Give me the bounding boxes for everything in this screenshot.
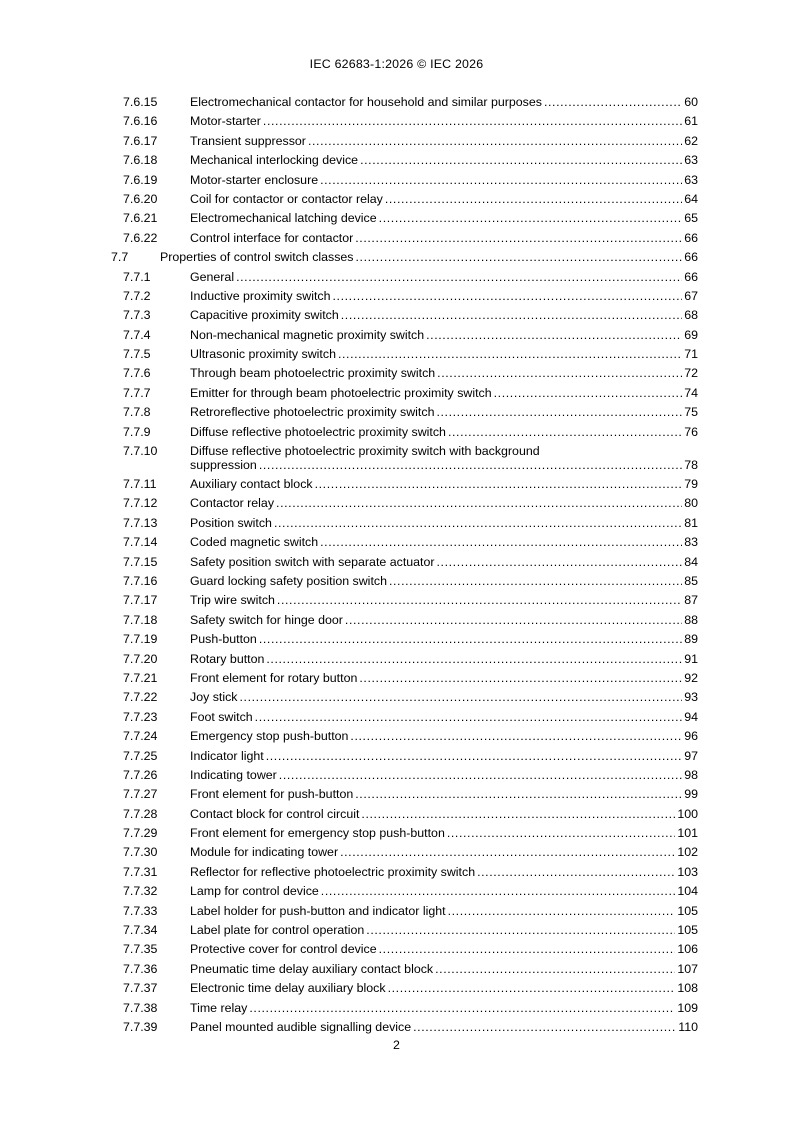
toc-entry[interactable]	[111, 132, 698, 151]
dot-leader	[448, 902, 676, 921]
dot-leader	[389, 572, 682, 591]
toc-entry[interactable]	[111, 843, 698, 862]
toc-entry-title: Through beam photoelectric proximity switch	[190, 366, 436, 381]
toc-entry-number: 7.7.2	[123, 288, 151, 303]
toc-entry-page: 76	[684, 424, 698, 439]
dot-leader	[448, 423, 682, 442]
toc-entry-title: Electronic time delay auxiliary block	[190, 981, 386, 996]
dot-leader	[259, 630, 682, 649]
dot-leader	[315, 475, 683, 494]
toc-entry-title: Safety switch for hinge door	[190, 612, 343, 627]
toc-entry-page: 94	[684, 709, 698, 724]
toc-entry-number: 7.7.10	[123, 444, 158, 459]
toc-entry-number: 7.7.35	[123, 942, 158, 957]
toc-entry-title: Front element for emergency stop push-button	[190, 826, 445, 841]
toc-entry-page: 96	[684, 729, 698, 744]
toc-entry-title: Front element for rotary button	[190, 670, 358, 685]
toc-entry-number: 7.6.22	[123, 230, 158, 245]
toc-entry-page: 99	[684, 787, 698, 802]
toc-entry-number: 7.7.25	[123, 748, 158, 763]
dot-leader	[249, 999, 675, 1018]
toc-entry-page: 100	[677, 806, 698, 821]
toc-entry[interactable]	[111, 669, 698, 688]
toc-entry[interactable]	[111, 1018, 698, 1037]
toc-entry-title: Diffuse reflective photoelectric proximity switch	[190, 424, 446, 439]
toc-entry-title: General	[190, 269, 235, 284]
toc-entry[interactable]	[111, 960, 698, 979]
toc-entry-page: 108	[677, 981, 698, 996]
toc-entry-page: 69	[684, 327, 698, 342]
toc-entry-title: Pneumatic time delay auxiliary contact block	[190, 961, 434, 976]
toc-entry-number: 7.6.16	[123, 114, 158, 129]
toc-entry-number: 7.7.16	[123, 573, 158, 588]
toc-entry-page: 106	[677, 942, 698, 957]
toc-entry-page: 98	[684, 767, 698, 782]
toc-entry-number: 7.7.5	[123, 347, 151, 362]
dot-leader	[355, 229, 682, 248]
toc-entry-page: 105	[677, 903, 698, 918]
toc-entry-page: 79	[684, 477, 698, 492]
toc-entry-number: 7.7.7	[123, 385, 151, 400]
toc-entry-page: 107	[677, 961, 698, 976]
toc-entry-title: Control interface for contactor	[190, 230, 354, 245]
toc-entry-number: 7.6.18	[123, 153, 158, 168]
dot-leader	[255, 708, 683, 727]
toc-entry-title: Non-mechanical magnetic proximity switch	[190, 327, 425, 342]
toc-entry-title: Indicating tower	[190, 767, 277, 782]
toc-entry[interactable]	[111, 268, 698, 287]
dot-leader	[345, 611, 682, 630]
dot-leader	[279, 766, 682, 785]
dot-leader	[308, 132, 682, 151]
toc-entry[interactable]	[111, 611, 698, 630]
toc-entry-number: 7.7.20	[123, 651, 158, 666]
toc-entry-title: Label holder for push-button and indicator light	[190, 903, 446, 918]
toc-entry-page: 105	[677, 923, 698, 938]
toc-entry[interactable]	[111, 494, 698, 513]
toc-entry-page: 91	[684, 651, 698, 666]
toc-entry-page: 81	[684, 515, 698, 530]
dot-leader	[544, 93, 682, 112]
toc-entry-title: Mechanical interlocking device	[190, 153, 359, 168]
toc-entry-number: 7.7.30	[123, 845, 158, 860]
dot-leader	[388, 979, 676, 998]
dot-leader	[436, 403, 682, 422]
toc-entry[interactable]	[111, 151, 698, 170]
toc-entry-title: Coded magnetic switch	[190, 535, 319, 550]
toc-entry-number: 7.7.3	[123, 308, 151, 323]
dot-leader	[236, 268, 682, 287]
toc-entry-number: 7.7	[111, 250, 129, 265]
toc-entry-number: 7.7.9	[123, 424, 151, 439]
dot-leader	[494, 384, 683, 403]
toc-entry-number: 7.6.15	[123, 95, 158, 109]
toc-entry-number: 7.7.4	[123, 327, 151, 342]
toc-entry-title: Emergency stop push-button	[190, 729, 349, 744]
toc-entry-page: 72	[684, 366, 698, 381]
dot-leader	[263, 112, 682, 131]
toc-entry-title: Guard locking safety position switch	[190, 573, 387, 588]
toc-entry[interactable]	[111, 979, 698, 998]
toc-entry-page: 78	[684, 458, 698, 473]
toc-entry-page: 66	[684, 250, 698, 265]
toc-entry-title: Contactor relay	[190, 496, 275, 511]
toc-entry-page: 103	[677, 864, 698, 879]
dot-leader	[379, 209, 683, 228]
toc-entry-title: Retroreflective photoelectric proximity switch	[190, 405, 435, 420]
dot-leader	[426, 326, 682, 345]
toc-entry-title: Position switch	[190, 515, 272, 530]
dot-leader	[447, 824, 675, 843]
dot-leader	[356, 248, 683, 267]
toc-entry-number: 7.7.1	[123, 269, 151, 284]
toc-entry[interactable]	[111, 423, 698, 442]
toc-entry-number: 7.7.23	[123, 709, 158, 724]
toc-entry-page: 92	[684, 670, 698, 685]
toc-entry-page: 66	[684, 230, 698, 245]
toc-entry[interactable]	[111, 553, 698, 572]
toc-entry-number: 7.7.21	[123, 670, 158, 685]
toc-entry-title: Ultrasonic proximity switch	[190, 347, 336, 362]
toc-entry-title: Rotary button	[190, 651, 265, 666]
toc-entry-number: 7.7.13	[123, 515, 158, 530]
toc-entry-page: 93	[684, 690, 698, 705]
toc-entry-page: 102	[677, 845, 698, 860]
toc-entry-number: 7.7.32	[123, 884, 158, 899]
toc-entry-page: 71	[684, 347, 698, 362]
toc-entry-number: 7.7.18	[123, 612, 158, 627]
toc-entry-number: 7.7.38	[123, 1000, 158, 1015]
toc-entry-number: 7.7.33	[123, 903, 158, 918]
toc-entry-number: 7.7.36	[123, 961, 158, 976]
toc-entry[interactable]	[111, 591, 698, 610]
dot-leader	[359, 669, 682, 688]
dot-leader	[320, 171, 682, 190]
toc-entry[interactable]	[111, 999, 698, 1018]
page-header: IEC 62683-1:2026 © IEC 2026	[309, 57, 484, 71]
dot-leader	[355, 785, 682, 804]
toc-entry-title: Safety position switch with separate actuator	[190, 554, 435, 569]
dot-leader	[274, 514, 682, 533]
toc-entry-title: Coil for contactor or contactor relay	[190, 191, 383, 206]
toc-entry[interactable]	[111, 364, 698, 383]
toc-entry[interactable]	[111, 533, 698, 552]
dot-leader	[321, 882, 676, 901]
page-number: 2	[393, 1038, 400, 1052]
toc-entry[interactable]	[111, 209, 698, 228]
toc-entry[interactable]	[111, 708, 698, 727]
toc-entry-page: 62	[684, 133, 698, 148]
toc-entry-number: 7.7.28	[123, 806, 158, 821]
dot-leader	[240, 688, 683, 707]
toc-entry[interactable]	[111, 688, 698, 707]
dot-leader	[361, 805, 675, 824]
toc-entry[interactable]	[111, 902, 698, 921]
toc-entry[interactable]	[111, 921, 698, 940]
dot-leader	[366, 921, 675, 940]
toc-entry-number: 7.7.37	[123, 981, 158, 996]
toc-entry-page: 80	[684, 496, 698, 511]
toc-entry-title: Emitter for through beam photoelectric proximity switch	[190, 385, 492, 400]
toc-entry-title: Module for indicating tower	[190, 845, 339, 860]
toc-entry-page: 64	[684, 191, 698, 206]
toc-entry-page: 85	[684, 573, 698, 588]
dot-leader	[435, 960, 675, 979]
toc-entry-title: Label plate for control operation	[190, 923, 365, 938]
toc-entry-title: Push-button	[190, 632, 257, 647]
toc-entry-title: Auxiliary contact block	[190, 477, 313, 492]
toc-entry-page: 74	[684, 385, 698, 400]
toc-entry-number: 7.7.8	[123, 405, 151, 420]
toc-entry-number: 7.7.29	[123, 826, 158, 841]
dot-leader	[338, 345, 682, 364]
toc-entry-number: 7.7.26	[123, 767, 158, 782]
toc-entry[interactable]	[111, 93, 698, 112]
toc-entry-title: Lamp for control device	[190, 884, 319, 899]
toc-section-entry[interactable]	[111, 248, 698, 267]
toc-entry[interactable]	[111, 940, 698, 959]
toc-entry-number: 7.7.34	[123, 923, 158, 938]
toc-entry-title: Contact block for control circuit	[190, 806, 360, 821]
toc-entry-title: Joy stick	[190, 690, 238, 705]
toc-entry-page: 97	[684, 748, 698, 763]
toc-entry-number: 7.7.24	[123, 729, 158, 744]
dot-leader	[332, 287, 682, 306]
toc-entry-number: 7.6.19	[123, 172, 158, 187]
dot-leader	[477, 863, 675, 882]
toc-entry-number: 7.7.15	[123, 554, 158, 569]
toc-entry-number: 7.6.20	[123, 191, 158, 206]
toc-entry-page: 65	[684, 211, 698, 226]
toc-entry-page: 109	[677, 1000, 698, 1015]
dot-leader	[259, 458, 682, 473]
toc-entry-number: 7.7.31	[123, 864, 158, 879]
toc-entry-title: Foot switch	[190, 709, 253, 724]
dot-leader	[413, 1018, 676, 1037]
toc-entry-title: Transient suppressor	[190, 133, 306, 148]
toc-entry-title: Motor-starter enclosure	[190, 172, 319, 187]
toc-entry[interactable]	[111, 824, 698, 843]
dot-leader	[379, 940, 676, 959]
dot-leader	[341, 306, 682, 325]
toc-entry[interactable]	[111, 190, 698, 209]
toc-entry-page: 104	[677, 884, 698, 899]
toc-entry[interactable]	[111, 514, 698, 533]
dot-leader	[350, 727, 682, 746]
toc-entry-title: Front element for push-button	[190, 787, 354, 802]
toc-entry[interactable]	[111, 785, 698, 804]
toc-entry[interactable]	[111, 766, 698, 785]
toc-entry[interactable]	[111, 403, 698, 422]
toc-entry-title-line1: Diffuse reflective photoelectric proximity switch with background	[190, 444, 540, 459]
toc-entry-title: Reflector for reflective photoelectric proximity switch	[190, 864, 476, 879]
toc-entry-page: 66	[684, 269, 698, 284]
toc-entry-title: Capacitive proximity switch	[190, 308, 339, 323]
dot-leader	[437, 553, 683, 572]
toc-entry-page: 68	[684, 308, 698, 323]
toc-entry-page: 84	[684, 554, 698, 569]
toc-entry[interactable]	[111, 326, 698, 345]
toc-entry[interactable]	[111, 475, 698, 494]
toc-entry-page: 60	[684, 95, 698, 109]
toc-entry-title: Indicator light	[190, 748, 264, 763]
toc-entry-title: Inductive proximity switch	[190, 288, 331, 303]
dot-leader	[385, 190, 682, 209]
toc-entry-page: 87	[684, 593, 698, 608]
toc-entry[interactable]	[111, 747, 698, 766]
toc-entry-number: 7.7.19	[123, 632, 158, 647]
toc-entry-title: suppression	[190, 458, 257, 473]
toc-entry[interactable]	[111, 727, 698, 746]
dot-leader	[277, 591, 682, 610]
toc-entry[interactable]	[111, 572, 698, 591]
toc-entry-number: 7.7.39	[123, 1019, 158, 1034]
toc-entry[interactable]	[111, 229, 698, 248]
toc-entry-title: Trip wire switch	[190, 593, 275, 608]
dot-leader	[320, 533, 682, 552]
dot-leader	[340, 843, 675, 862]
toc-entry[interactable]	[111, 306, 698, 325]
toc-entry-number: 7.7.11	[123, 477, 157, 492]
toc-entry-title: Motor-starter	[190, 114, 261, 129]
toc-entry-title: Panel mounted audible signalling device	[190, 1019, 412, 1034]
dot-leader	[276, 494, 682, 513]
toc-entry-page: 61	[684, 114, 698, 129]
dot-leader	[437, 364, 682, 383]
toc-entry-number: 7.6.21	[123, 211, 158, 226]
toc-entry[interactable]	[111, 384, 698, 403]
toc-entry-page: 67	[684, 288, 698, 303]
toc-entry[interactable]	[111, 171, 698, 190]
toc-entry-number: 7.7.27	[123, 787, 158, 802]
toc-entry-page: 110	[678, 1019, 698, 1034]
toc-entry[interactable]	[111, 112, 698, 131]
toc-entry-title: Electromechanical latching device	[190, 211, 377, 226]
toc-entry[interactable]	[111, 650, 698, 669]
dot-leader	[360, 151, 682, 170]
toc-entry-number: 7.7.17	[123, 593, 158, 608]
toc-entry-page: 89	[684, 632, 698, 647]
toc-entry-title: Electromechanical contactor for household and similar purposes	[190, 95, 542, 109]
toc-entry-title: Time relay	[190, 1000, 248, 1015]
toc-entry[interactable]	[111, 345, 698, 364]
toc-entry-number: 7.7.14	[123, 535, 158, 550]
toc-entry-title: Properties of control switch classes	[160, 250, 354, 265]
toc-entry-number: 7.7.6	[123, 366, 151, 381]
toc-entry-number: 7.6.17	[123, 133, 158, 148]
toc-entry-title: Protective cover for control device	[190, 942, 377, 957]
toc-entry[interactable]	[111, 287, 698, 306]
toc-entry[interactable]	[111, 805, 698, 824]
toc-entry-number: 7.7.12	[123, 496, 158, 511]
toc-entry-number: 7.7.22	[123, 690, 158, 705]
toc-entry[interactable]	[111, 863, 698, 882]
toc-entry-page: 63	[684, 172, 698, 187]
toc-entry-page: 75	[684, 405, 698, 420]
toc-entry[interactable]	[111, 442, 698, 475]
toc-entry-page: 101	[677, 826, 698, 841]
toc-entry-page: 83	[684, 535, 698, 550]
table-of-contents	[111, 93, 698, 1037]
toc-entry[interactable]	[111, 882, 698, 901]
toc-entry-page: 63	[684, 153, 698, 168]
dot-leader	[266, 650, 682, 669]
toc-entry-page: 88	[684, 612, 698, 627]
dot-leader	[266, 747, 683, 766]
toc-entry[interactable]	[111, 630, 698, 649]
